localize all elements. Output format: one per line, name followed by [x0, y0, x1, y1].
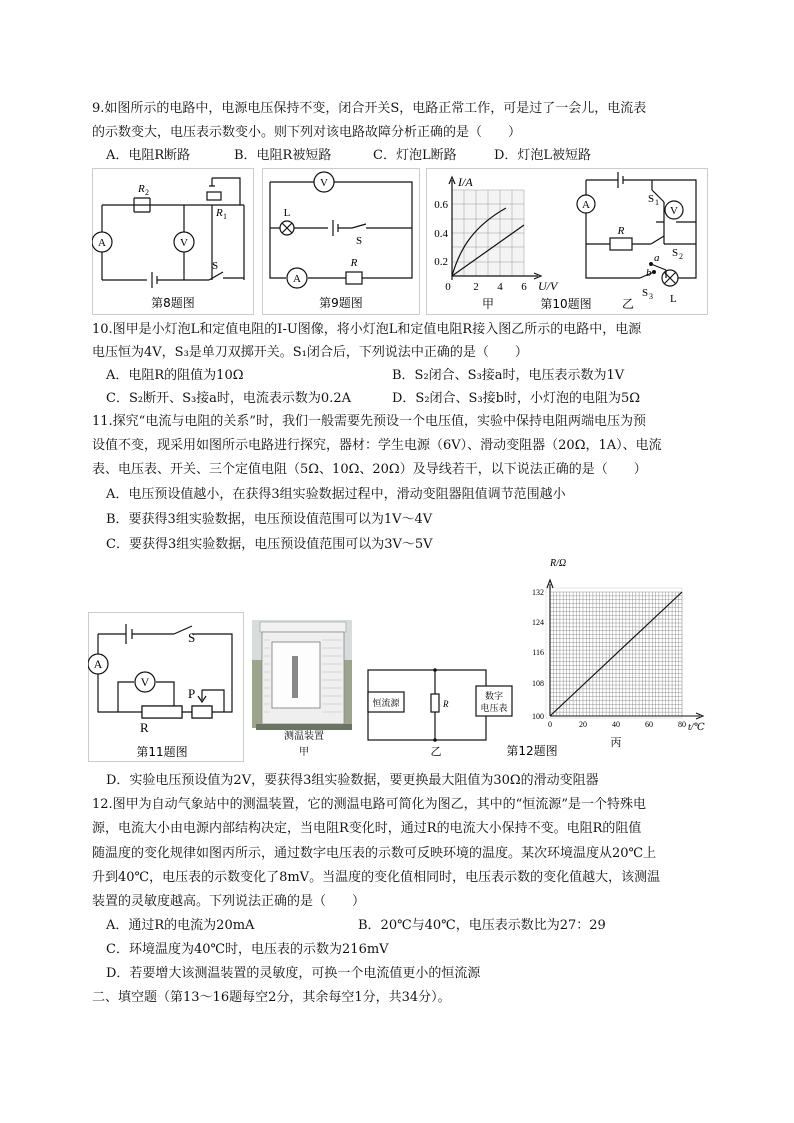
figure-12b-resistor-label: R [443, 699, 449, 709]
figure-8-r1-label: R [216, 207, 223, 219]
figure-8-caption: 第8题图 [151, 296, 195, 310]
figure-8-r2-subscript: 2 [145, 188, 149, 197]
figure-8-voltmeter-label: V [180, 237, 188, 249]
figure-10b-s3-label: S [642, 287, 649, 299]
figure-9-circuit [262, 168, 420, 315]
figure-11-switch-label: S [188, 630, 196, 645]
figure-12a-label: 测温装置 [284, 731, 324, 742]
figure-9-caption: 第9题图 [319, 296, 363, 310]
q9-option-c[interactable]: C．灯泡L断路 [373, 148, 457, 163]
figure-12c-xtick: 0 [548, 720, 552, 729]
q12-line1: 12.图甲为自动气象站中的测温装置，它的测温电路可简化为图乙，其中的“恒流源”是一个特殊电 [92, 797, 646, 812]
q9-option-a[interactable]: A．电阻R断路 [106, 148, 191, 163]
q11-option-c[interactable]: C．要获得3组实验数据，电压预设值范围可以为3V～5V [106, 537, 433, 552]
q11-line3: 表、电压表、开关、三个定值电阻（5Ω、10Ω、20Ω）及导线若干，以下说法正确的是（ ） [92, 462, 647, 477]
figure-12c-xtick: 40 [612, 720, 620, 729]
figure-10b-resistor-label: R [617, 225, 625, 237]
figure-12c-ytick: 108 [532, 679, 544, 688]
q12-line3: 随温度的变化规律如图丙所示，通过数字电压表的示数可反映环境的温度。某次环境温度从20℃上 [92, 846, 657, 861]
figure-11-voltmeter-label: V [140, 675, 150, 689]
figure-10a-ylabel: I/A [458, 175, 473, 189]
q10-line1: 10.图甲是小灯泡L和定值电阻的I-U图像，将小灯泡L和定值电阻R接入图乙所示的电路中，电源 [92, 322, 642, 337]
figure-12c-xlabel: t/℃ [688, 722, 705, 733]
q9-line1: 9.如图所示的电路中，电源电压保持不变，闭合开关S，电路正常工作，可是过了一会儿，电流表 [92, 101, 647, 116]
figure-12c-sublabel: 丙 [610, 737, 622, 749]
figure-10a-graph [434, 175, 559, 311]
figure-12c-xtick: 20 [579, 720, 587, 729]
figure-12b-meter-line1: 数字 [484, 692, 504, 702]
figure-11-resistor-label: R [140, 720, 149, 735]
q9-option-d[interactable]: D．灯泡L被短路 [494, 148, 592, 163]
figure-11-slider-label: P [188, 686, 196, 701]
figure-12c-ytick: 124 [532, 618, 544, 627]
q9-line2: 的示数变大，电压表示数变小。则下列对该电路故障分析正确的是（ ） [92, 125, 522, 140]
figure-12b-circuit [368, 668, 512, 758]
q10-line2: 电压恒为4V，S₃是单刀双掷开关。S₁闭合后，下列说法中正确的是（ ） [92, 345, 528, 360]
figure-10b-s3-subscript: 3 [649, 292, 653, 301]
figure-9-ammeter-label: A [293, 273, 301, 285]
q9-option-b[interactable]: B．电阻R被短路 [234, 148, 332, 163]
figure-10b-lamp-label: L [670, 293, 677, 305]
figure-8-r1-subscript: 1 [223, 212, 227, 221]
figure-10b-terminal-a: a [654, 252, 660, 264]
figure-10-group [426, 168, 708, 315]
figure-10a-ytick: 0.6 [434, 199, 448, 211]
figure-12c-ylabel: R/Ω [550, 558, 567, 569]
figure-12c-xtick: 60 [645, 720, 653, 729]
q12-option-d[interactable]: D．若要增大该测温装置的灵敏度，可换一个电流值更小的恒流源 [106, 966, 481, 981]
figure-10a-xtick: 4 [497, 281, 503, 293]
q11-option-b[interactable]: B．要获得3组实验数据，电压预设值范围可以为1V～4V [106, 512, 433, 527]
figure-10a-xtick: 0 [445, 281, 451, 293]
figure-10a-xtick: 2 [473, 281, 479, 293]
figure-10b-s2-label: S [672, 247, 679, 259]
figure-12a-sublabel: 甲 [299, 747, 309, 758]
figure-8-circuit [92, 168, 254, 315]
figure-10b-sublabel: 乙 [621, 297, 635, 311]
figure-8-r2-label: R [138, 183, 145, 195]
figure-11-ammeter-label: A [93, 657, 103, 671]
q10-option-a[interactable]: A．电阻R的阻值为10Ω [106, 368, 244, 383]
figure-11-circuit [88, 612, 244, 762]
figure-10a-xtick: 6 [521, 281, 527, 293]
q10-option-b[interactable]: B．S₂闭合、S₃接a时，电压表示数为1V [392, 368, 625, 383]
q11-option-d[interactable]: D．实验电压预设值为2V，要获得3组实验数据，要更换最大阻值为30Ω的滑动变阻器 [106, 773, 599, 788]
figure-9-switch-label: S [355, 235, 363, 247]
figure-10a-sublabel: 甲 [481, 297, 495, 311]
figure-12b-meter-line2: 电压表 [480, 704, 508, 714]
figure-12c-ytick: 132 [532, 588, 544, 597]
q11-option-a[interactable]: A．电压预设值越小，在获得3组实验数据过程中，滑动变阻器阻值调节范围越小 [106, 487, 566, 502]
figure-10b-s1-label: S [648, 193, 655, 205]
figure-10a-xlabel: U/V [538, 279, 558, 293]
q11-line1: 11.探究“电流与电阻的关系”时，我们一般需要先预设一个电压值，实验中保持电阻两端电压为预 [92, 414, 646, 429]
figure-12-caption: 第12题图 [506, 744, 558, 758]
figure-10b-circuit [577, 172, 696, 311]
figure-10b-ammeter-label: A [582, 199, 590, 211]
figure-10-caption: 第10题图 [540, 297, 592, 311]
q11-line2: 设值不变，现采用如图所示电路进行探究，器材：学生电源（6V）、滑动变阻器（20Ω，1A）、电流 [92, 438, 662, 453]
q12-line4: 升到40℃，电压表的示数变化了8mV。当温度的变化值相同时，电压表示数的变化值越大，该测温 [92, 870, 661, 885]
figure-12c-xtick: 80 [678, 720, 686, 729]
q12-option-c[interactable]: C．环境温度为40℃时，电压表的示数为216mV [106, 942, 389, 957]
figure-8-switch-label: S [212, 260, 219, 272]
figure-10b-terminal-b: b [646, 267, 652, 279]
figure-8-ammeter-label: A [98, 237, 106, 249]
figure-10b-s1-subscript: 1 [655, 198, 659, 207]
figure-10a-ytick: 0.4 [434, 228, 448, 240]
figure-12b-source-label: 恒流源 [372, 699, 400, 709]
q12-line2: 源，电流大小由电源内部结构决定，当电阻R变化时，通过R的电流大小保持不变。电阻R的阻值 [92, 821, 642, 836]
q12-line5: 装置的灵敏度越高。下列说法正确的是（ ） [92, 894, 366, 909]
figure-12-group [250, 556, 708, 762]
figure-12a-photo [252, 620, 352, 758]
section-2-heading: 二、填空题（第13～16题每空2分，其余每空1分，共34分）。 [92, 990, 451, 1005]
q10-option-c[interactable]: C．S₂断开、S₃接a时，电流表示数为0.2A [106, 391, 351, 406]
figure-12c-graph [532, 558, 705, 749]
figure-9-resistor-label: R [350, 257, 358, 269]
figure-9-lamp-label: L [283, 207, 291, 219]
figure-12b-sublabel: 乙 [430, 746, 442, 758]
figure-11-caption: 第11题图 [136, 745, 188, 759]
q10-option-d[interactable]: D．S₂闭合、S₃接b时，小灯泡的电阻为5Ω [392, 391, 641, 406]
figure-10a-ytick: 0.2 [434, 256, 448, 268]
q12-option-b[interactable]: B．20℃与40℃，电压表示数比为27：29 [358, 918, 606, 933]
q12-option-a[interactable]: A．通过R的电流为20mA [106, 918, 255, 933]
figure-12c-ytick: 100 [532, 712, 544, 721]
figure-9-voltmeter-label: V [320, 177, 328, 189]
figure-10b-voltmeter-label: V [670, 205, 678, 217]
figure-10b-s2-subscript: 2 [679, 252, 683, 261]
figure-12c-ytick: 116 [532, 648, 544, 657]
